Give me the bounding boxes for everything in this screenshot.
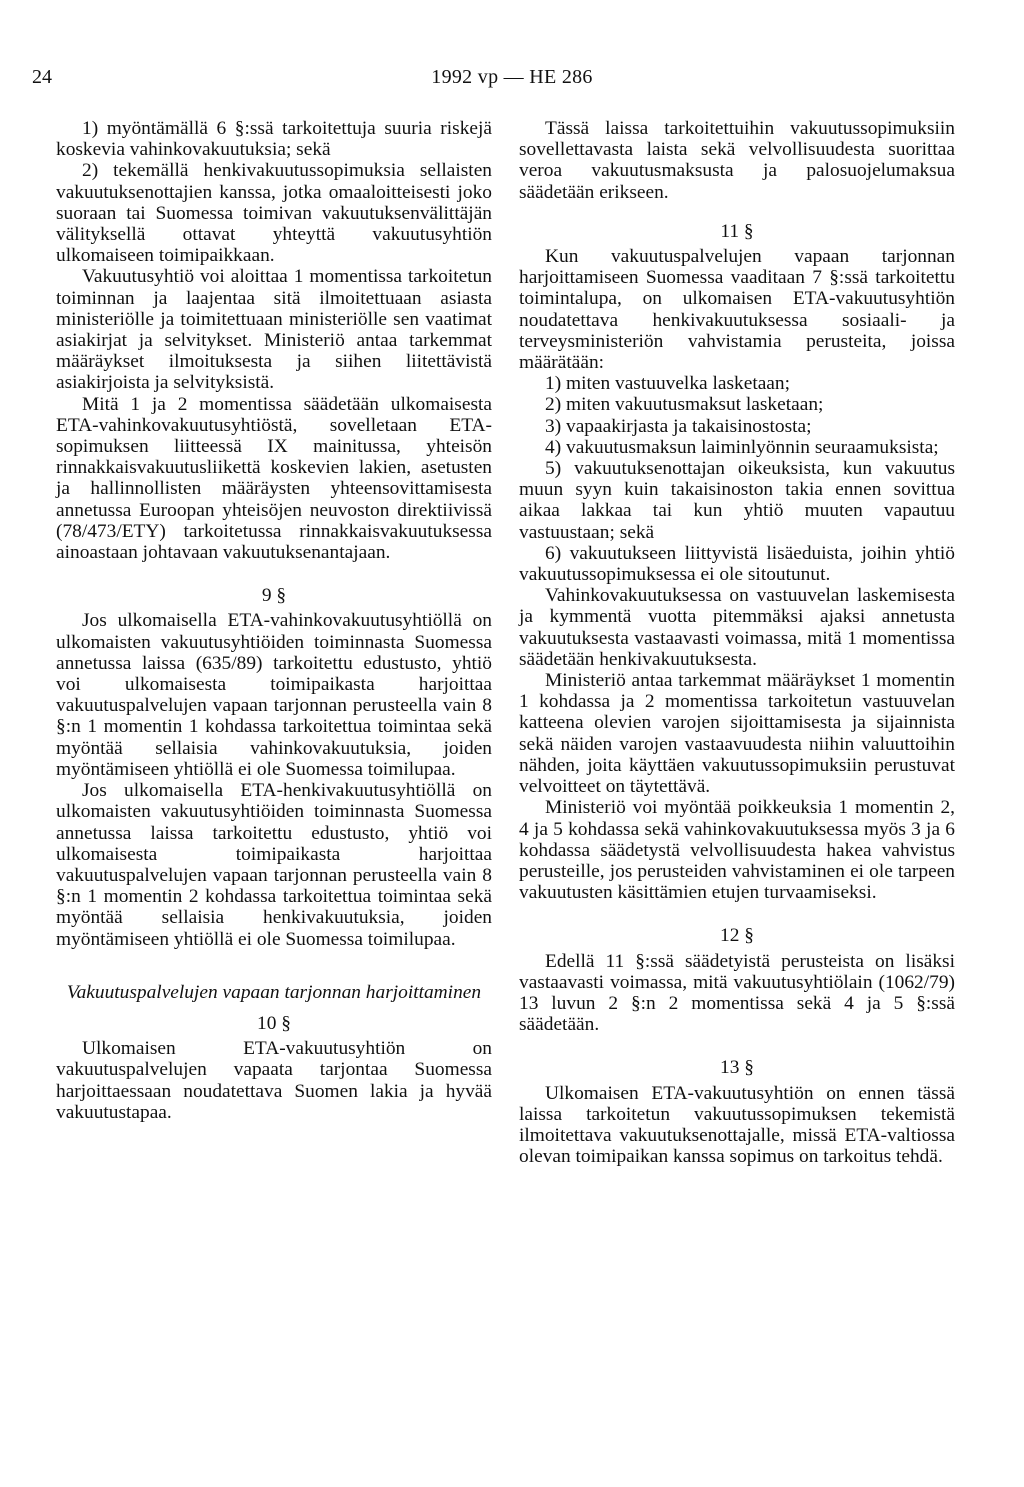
paragraph: Kun vakuutuspalvelujen vapaan tarjonnan harjoittamiseen Suomessa vaaditaan 7 §:ssä tarkoitettu toimintalupa, on ulkomaisen ETA-vakuutusyhtiön noudatettava henkivakuutuksessa sosiaali- ja terveysministeriön vahvistamia perusteita, joissa määrätään: — [519, 246, 955, 374]
paragraph: Ulkomaisen ETA-vakuutusyhtiön on ennen tässä laissa tarkoitetun vakuutussopimuksen tekemistä ilmoitettava vakuutuksenottajalle, missä ETA-valtiossa olevan toimipaikan kanssa sopimus on tarkoitus tehdä. — [519, 1082, 955, 1168]
paragraph: Ulkomaisen ETA-vakuutusyhtiön on vakuutuspalvelujen vapaata tarjontaa Suomessa harjoittaessaan noudatettava Suomen lakia ja hyvää vakuutustapaa. — [56, 1038, 492, 1123]
paragraph: Ministeriö antaa tarkemmat määräykset 1 momentin 1 kohdassa ja 2 momentissa tarkoitetun vastuuvelan katteena olevien varojen sijoittamisesta ja sijainnista sekä näiden varojen vastaavuudesta niihin valuuttoihin nähden, joita käyttäen vakuutussopimuksiin perustuvat velvoitteet on täytettävä. — [519, 670, 955, 798]
page-header — [0, 62, 1024, 92]
running-title: 1992 vp — HE 286 — [431, 66, 593, 88]
section-heading-11: 11 § — [720, 220, 754, 242]
paragraph: Vakuutusyhtiö voi aloittaa 1 momentissa tarkoitetun toiminnan ja laajentaa sitä ilmoitettuaan asiasta ministeriölle ja toimitettuaan ministeriölle sen vaatimat asiakirjat ja selvitykset. Ministeriö antaa tarkemmat määräykset ilmoituksesta ja siihen liitettävistä asiakirjoista ja selvityksistä. — [56, 266, 492, 394]
paragraph: Vahinkovakuutuksessa on vastuuvelan laskemisesta ja kymmentä vuotta pitemmäksi ajaksi annetusta vakuutuksesta vastaavasti voimassa, mitä 1 momentissa säädetään henkivakuutuksesta. — [519, 585, 955, 670]
list-item: 1) miten vastuuvelka lasketaan; — [545, 373, 790, 395]
paragraph: Tässä laissa tarkoitettuihin vakuutussopimuksiin sovellettavasta laista sekä velvollisuudesta suorittaa veroa vakuutusmaksusta ja palosuojelumaksua säädetään erikseen. — [519, 118, 955, 203]
page-number: 24 — [32, 66, 52, 88]
section-heading-10: 10 § — [257, 1012, 291, 1034]
left-column — [56, 118, 492, 1123]
section-heading-12: 12 § — [720, 925, 754, 947]
list-item: 5) vakuutuksenottajan oikeuksista, kun vakuutus muun syyn kuin takaisinoston takia ennen sovittua aikaa lakkaa tai kun yhtiö muuten vapautuu vastuustaan; sekä — [519, 458, 955, 543]
list-item: 3) vapaakirjasta ja takaisinostosta; — [545, 415, 812, 437]
list-item: 6) vakuutukseen liittyvistä lisäeduista, joihin yhtiö vakuutussopimuksessa ei ole sitoutunut. — [519, 542, 955, 586]
paragraph: Ministeriö voi myöntää poikkeuksia 1 momentin 2, 4 ja 5 kohdassa sekä vahinkovakuutuksessa myös 3 ja 6 kohdassa säädetystä velvollisuudesta hakea vahvistus perusteille, jos perusteiden vahvistaminen ei ole tarpeen vakuutusten käsittämien etujen turvaamiseksi. — [519, 797, 955, 904]
section-heading-13: 13 § — [720, 1057, 754, 1079]
paragraph: Mitä 1 ja 2 momentissa säädetään ulkomaisesta ETA-vahinkovakuutusyhtiöstä, sovelletaan ETA-sopimuksen liitteessä IX mainitussa, yhteisön rinnakkaisvakuutusliikettä koskevien lakien, asetusten ja hallinnollisten määräysten yhteensovittamisesta annetussa Euroopan yhteisöjen neuvoston direktiivissä (78/473/ETY) tarkoitetussa rinnakkaisvakuutuksessa ainoastaan johtavaan vakuutuksenantajaan. — [56, 393, 492, 564]
paragraph: Jos ulkomaisella ETA-henkivakuutusyhtiöllä on ulkomaisten vakuutusyhtiöiden toiminnasta Suomessa annetussa laissa tarkoitettu edustusto, yhtiö voi ulkomaisesta toimipaikasta harjoittaa vakuutuspalvelujen vapaan tarjonnan perusteella vain 8 §:n 1 momentin 2 kohdassa tarkoitettua toimintaa sekä myöntää sellaisia henkivakuutuksia, joiden myöntämiseen yhtiöllä ei ole Suomessa toimilupaa. — [56, 780, 492, 950]
list-item: 4) vakuutusmaksun laiminlyönnin seuraamuksista; — [545, 436, 939, 458]
paragraph: Jos ulkomaisella ETA-vahinkovakuutusyhtiöllä on ulkomaisten vakuutusyhtiöiden toiminnasta Suomessa annetussa laissa (635/89) tarkoitettu edustusto, yhtiö voi ulkomaisesta toimipaikasta harjoittaa vakuutuspalvelujen vapaan tarjonnan perusteella vain 8 §:n 1 momentin 1 kohdassa tarkoitettua toimintaa sekä myöntää sellaisia vahinkovakuutuksia, joiden myöntämiseen yhtiöllä ei ole Suomessa toimilupaa. — [56, 610, 492, 780]
section-heading-9: 9 § — [261, 585, 287, 607]
right-column — [519, 118, 955, 1167]
paragraph: Edellä 11 §:ssä säädetyistä perusteista on lisäksi vastaavasti voimassa, mitä vakuutusyhtiölain (1062/79) 13 luvun 2 §:n 2 momentissa sekä 4 ja 5 §:ssä säädetään. — [519, 950, 955, 1036]
paragraph: 2) tekemällä henkivakuutussopimuksia sellaisten vakuutuksenottajien kanssa, jotka omaaloitteisesti joko suoraan tai Suomessa toimivan vakuutuksenvälittäjän välityksellä ottavat yhteyttä vakuutusyhtiön ulkomaiseen toimipaikkaan. — [56, 160, 492, 267]
chapter-subheading: Vakuutuspalvelujen vapaan tarjonnan harjoittaminen — [66, 981, 482, 1003]
list-item: 2) miten vakuutusmaksut lasketaan; — [545, 394, 824, 416]
paragraph: 1) myöntämällä 6 §:ssä tarkoitettuja suuria riskejä koskevia vahinkovakuutuksia; sekä — [56, 118, 492, 161]
